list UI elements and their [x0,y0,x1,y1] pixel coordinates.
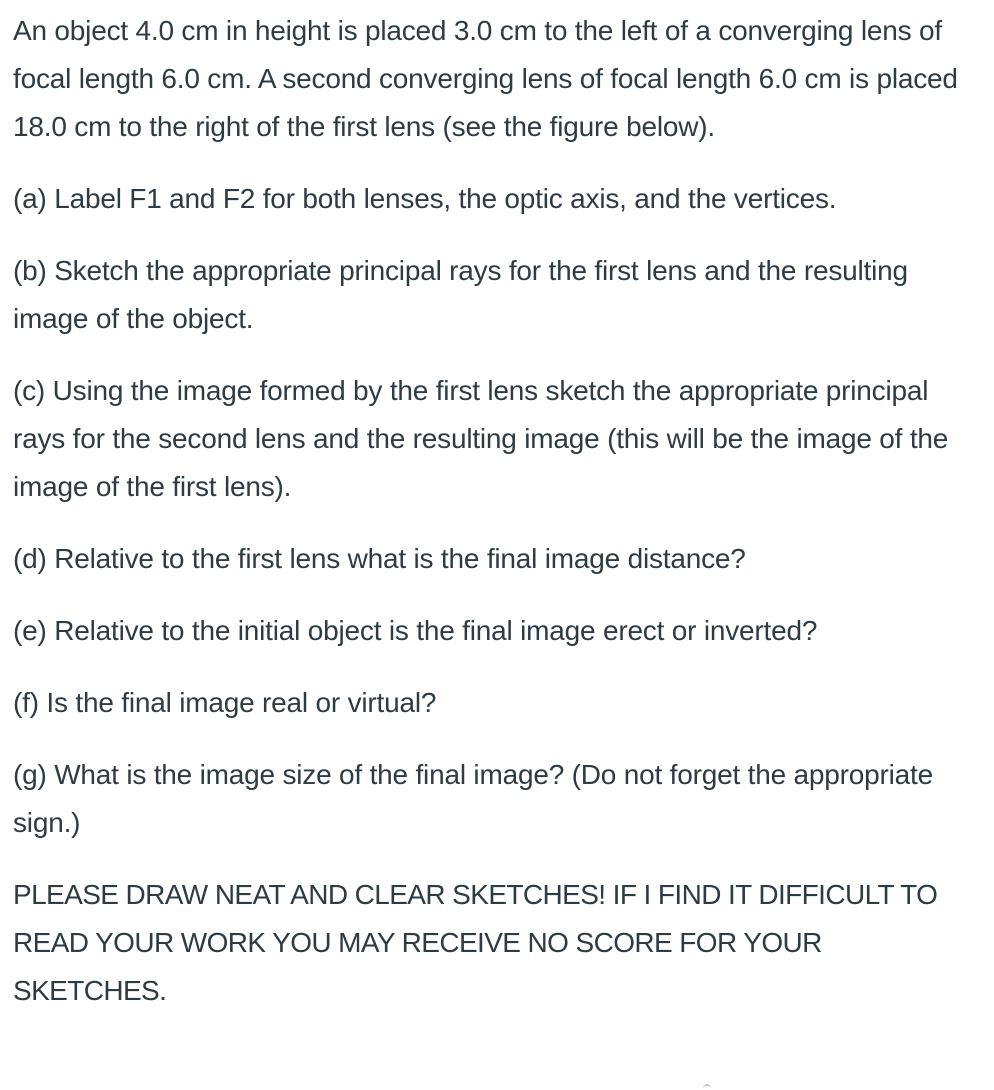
question-body [13,7,973,1015]
part-b: (b) Sketch the appropriate principal rays for the first lens and the resulting image of the object. [13,255,908,334]
partial-glyph-mark [703,1084,711,1090]
part-d: (d) Relative to the first lens what is the final image distance? [13,543,746,574]
part-e: (e) Relative to the initial object is the final image erect or inverted? [13,615,818,646]
part-a: (a) Label F1 and F2 for both lenses, the optic axis, and the vertices. [13,183,837,214]
question-intro: An object 4.0 cm in height is placed 3.0 cm to the left of a converging lens of focal length 6.0 cm. A second converging lens of focal length 6.0 cm is placed 18.0 cm to the right of the first lens (see the figure below). [13,15,958,142]
part-g: (g) What is the image size of the final image? (Do not forget the appropriate sign.) [13,759,933,838]
part-c: (c) Using the image formed by the first lens sketch the appropriate principal rays for the second lens and the resulting image (this will be the image of the image of the first lens). [13,375,949,502]
part-f: (f) Is the final image real or virtual? [13,687,437,718]
sketch-notice: PLEASE DRAW NEAT AND CLEAR SKETCHES! IF I FIND IT DIFFICULT TO READ YOUR WORK YOU MAY RECEIVE NO SCORE FOR YOUR SKETCHES. [13,879,938,1006]
